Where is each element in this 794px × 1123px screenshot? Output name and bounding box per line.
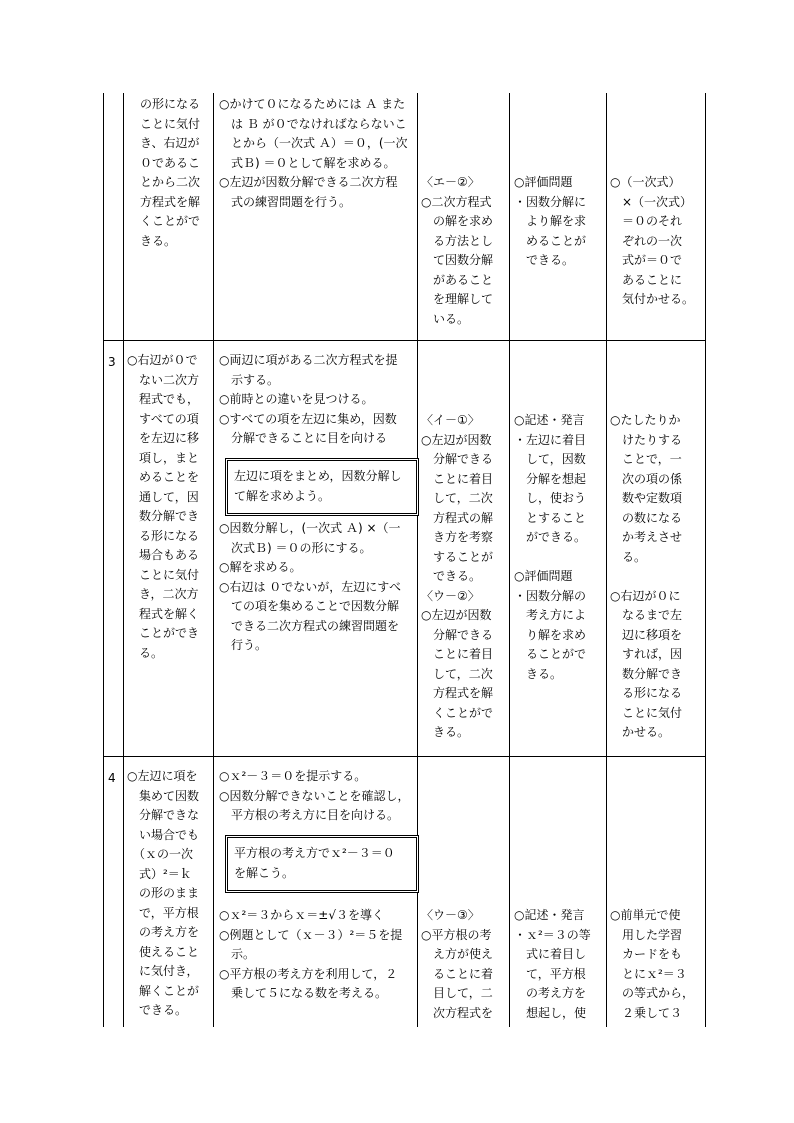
row1-lesson-goal-box: 左辺に項をまとめ，因数分解し て解を求めよう。 <box>225 458 419 516</box>
column-divider-2 <box>213 93 214 1027</box>
row2-method: ○記述・発言 ・ｘ²＝３の等 式に着目し て，平方根 の考え方を 想起し，使 <box>514 908 591 1020</box>
row1-viewpoint: 〈イ－①〉 ○左辺が因数 分解できる ことに着目 して，二次 方程式の解 き方を考察 することが できる。 〈ウ－②〉 ○左辺が因数 分解できる ことに着目 して，二次 方程式を解 くことがで きる。 <box>421 413 494 739</box>
table-border-left <box>103 93 104 1027</box>
row2-support: ○前単元で使 用した学習 カードをも とにｘ²＝３ の等式から， ２乗して３ <box>610 908 695 1020</box>
row2-lesson-goal-box: 平方根の考え方でｘ²－３＝０ を解こう。 <box>225 835 419 893</box>
row-divider-1 <box>103 340 706 341</box>
row1-number: 3 <box>108 355 116 369</box>
row2-activities-bottom: ○ｘ²＝３からｘ＝±√３を導く ○例題として（ｘ－３）²＝５を提 示。 ○平方根の考え方を利用して，２ 乗して５になる数を考える。 <box>219 908 403 1000</box>
row0-activities: ○かけて０になるためには Ａ また は Ｂ が０でなければならないこ とから（一次式 Ａ）＝０，(一次 式Ｂ) ＝０として解を求める。 ○左辺が因数分解できる二次方程 式の練習問題を行う。 <box>219 97 408 209</box>
row2-goal: ○左辺に項を 集めて因数 分解できな い場合でも （ｘの一次 式）²＝ｋ の形のまま で，平方根 の考え方を 使えること に気付き， 解くことが できる。 <box>127 769 200 1017</box>
row2-number: 4 <box>108 771 116 785</box>
row1-method: ○記述・発言 ・左辺に着目 して，因数 分解を想起 し，使おう とすること ができる。 ○評価問題 ・因数分解の 考え方によ り解を求め ることがで きる。 <box>514 413 587 681</box>
row2-activities-top: ○ｘ²－３＝０を提示する。 ○因数分解できないことを確認し， 平方根の考え方に目を向ける。 <box>219 769 410 822</box>
row2-viewpoint: 〈ウ－③〉 ○平方根の考 え方が使え ることに着 目して，二 次方程式を <box>421 908 494 1020</box>
row1-activities-bottom: ○因数分解し，(一次式 Ａ) ×（一 次式Ｂ) ＝０の形にする。 ○解を求める。 ○右辺は ０でないが，左辺にすべ ての項を集めることで因数分解 できる二次方程式の練習問題を 行う。 <box>219 521 402 652</box>
row1-goal: ○右辺が０で ない二次方 程式でも， すべての項 を左辺に移 項し，まと めることを 通して，因 数分解でき る形になる 場合もある ことに気付 き，二次方 程式を解く ことができ る。 <box>127 353 200 660</box>
row1-activities-top: ○両辺に項がある二次方程式を提 示する。 ○前時との違いを見つける。 ○すべての項を左辺に集め，因数 分解できることに目を向ける <box>219 353 398 445</box>
row0-goal: の形になる ことに気付 き、右辺が ０であるこ とから二次 方程式を解 くことがで きる。 <box>140 97 201 248</box>
table-border-right <box>705 93 706 1027</box>
row-divider-2 <box>103 756 706 757</box>
column-divider-1 <box>123 93 124 1027</box>
column-divider-4 <box>509 93 510 1027</box>
row0-method: ○評価問題 ・因数分解に より解を求 めることが できる。 <box>514 175 587 267</box>
row0-viewpoint: 〈エ－②〉 ○二次方程式 の解を求め る方法とし て因数分解 があること を理解して いる。 <box>421 175 494 326</box>
lesson-plan-table <box>103 93 706 1027</box>
row0-support: ○（一次式） ×（一次式） ＝０のそれ ぞれの一次 式が＝０で あることに 気付かせる。 <box>610 175 695 306</box>
row1-support: ○たしたりか けたりする ことで，一 次の項の係 数や定数項 の数になる か考えさせ る。 ○右辺が０に なるまで左 辺に移項を すれば，因 数分解でき る形になる ことに気付 かせる。 <box>610 413 683 739</box>
column-divider-5 <box>606 93 607 1027</box>
